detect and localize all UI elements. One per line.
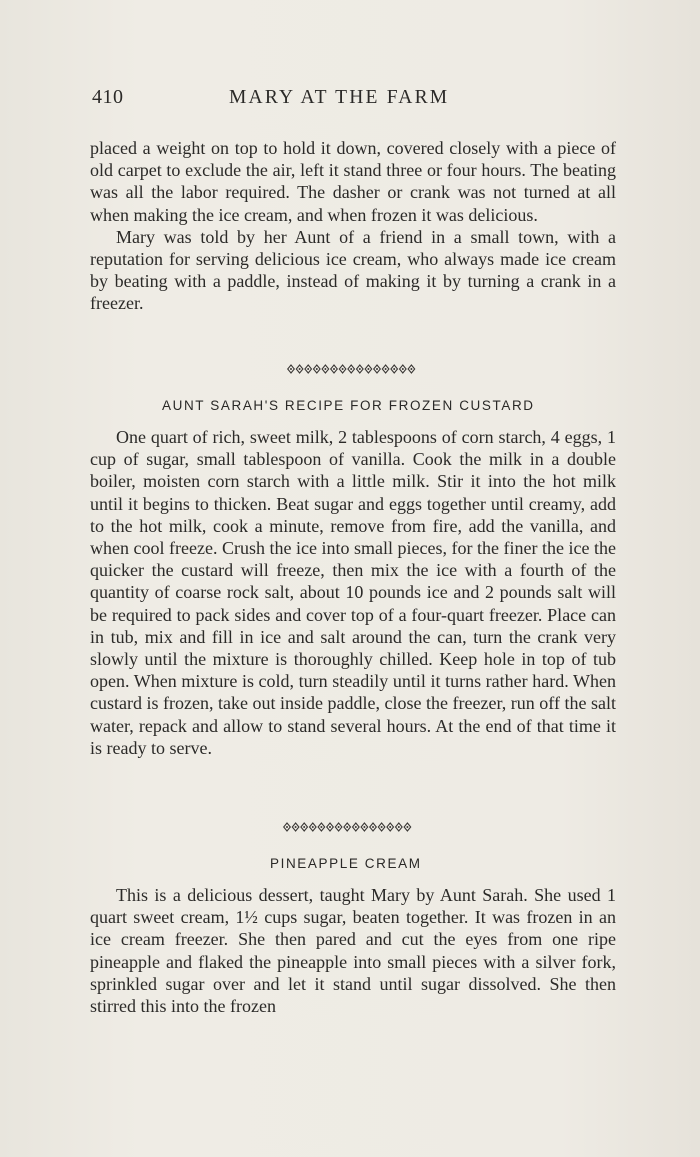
diamond-chain-ornament-icon: [283, 820, 413, 834]
custard-recipe-heading: AUNT SARAH'S RECIPE FOR FROZEN CUSTARD: [162, 398, 535, 413]
page-number: 410: [92, 86, 124, 108]
page-header: [92, 86, 502, 116]
diamond-chain-ornament-icon: [287, 362, 417, 376]
pineapple-recipe-paragraph: This is a delicious dessert, taught Mary by Aunt Sarah. She used 1 quart sweet cream, 1½ cups sugar, beaten together. It was frozen in an ice cream freezer. She then pared and cut the eyes from one ripe pineapple and flaked the pineapple into small pieces with a silver fork, sprinkled sugar over and let it stand until sugar dissolved. She then stirred this into the frozen: [90, 885, 616, 1017]
pineapple-recipe-heading: PINEAPPLE CREAM: [270, 856, 422, 871]
intro-text: [90, 137, 616, 315]
intro-paragraph-2: Mary was told by her Aunt of a friend in a small town, with a reputation for serving delicious ice cream, who always made ice cream by beating with a paddle, instead of making it by turning a crank in a freezer.: [90, 226, 616, 314]
custard-recipe-text: [90, 426, 616, 759]
intro-paragraph-1: placed a weight on top to hold it down, covered closely with a piece of old carpet to exclude the air, left it stand three or four hours. The beating was all the labor required. The dasher or crank was not turned at all when making the ice cream, and when frozen it was delicious.: [90, 138, 616, 225]
custard-recipe-paragraph: One quart of rich, sweet milk, 2 tablespoons of corn starch, 4 eggs, 1 cup of sugar, small tablespoon of vanilla. Cook the milk in a double boiler, moisten corn starch with a little milk. Stir it into the hot milk until it begins to thicken. Beat sugar and eggs together until creamy, add to the hot milk, cook a minute, remove from fire, add the vanilla, and when cool freeze. Crush the ice into small pieces, for the finer the ice the quicker the custard will freeze, then mix the ice with a fourth of the quantity of coarse rock salt, about 10 pounds ice and 2 pounds salt will be required to pack sides and cover top of a four-quart freezer. Place can in tub, mix and fill in ice and salt around the can, turn the crank very slowly until the mixture is thoroughly chilled. Keep hole in top of tub open. When mixture is cold, turn steadily until it turns rather hard. When custard is frozen, take out inside paddle, close the freezer, run off the salt water, repack and allow to stand several hours. At the end of that time it is ready to serve.: [90, 427, 616, 758]
pineapple-recipe-text: [90, 884, 616, 1017]
running-title: MARY AT THE FARM: [229, 87, 450, 108]
